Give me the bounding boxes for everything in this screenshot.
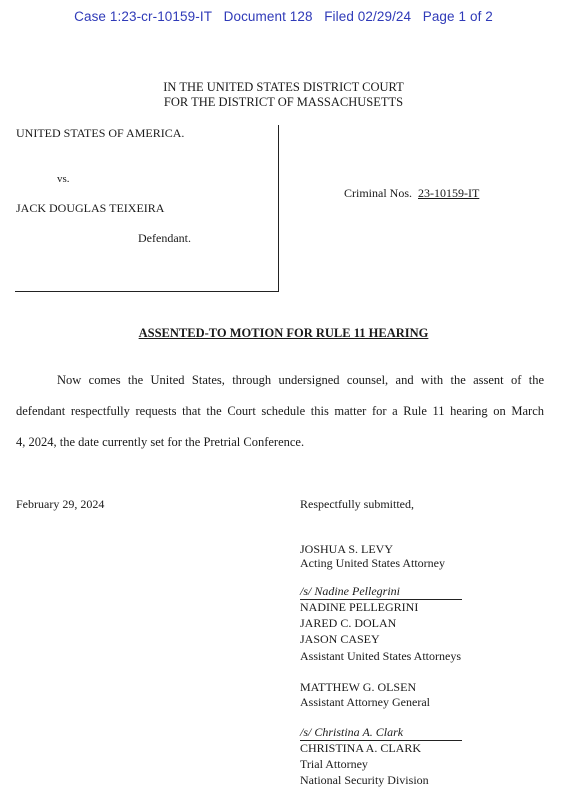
filing-date: February 29, 2024 <box>16 497 105 511</box>
court-heading-line2: FOR THE DISTRICT OF MASSACHUSETTS <box>163 95 404 109</box>
document-number-stamp: Document 128 <box>223 9 313 24</box>
attorney-name-2: JARED C. DOLAN <box>300 616 397 630</box>
trial-attorney-title: Trial Attorney <box>300 757 368 771</box>
closing: Respectfully submitted, <box>300 497 414 511</box>
ausa-title: Assistant United States Attorneys <box>300 649 461 663</box>
aag-name: MATTHEW G. OLSEN <box>300 680 417 694</box>
body-line-3: 4, 2024, the date currently set for the Pretrial Conference. <box>16 435 305 449</box>
case-number-value: 23-10159-IT <box>418 186 480 200</box>
trial-attorney-name: CHRISTINA A. CLARK <box>300 741 422 755</box>
page-count-stamp: Page 1 of 2 <box>422 9 493 24</box>
caption-vs: vs. <box>57 173 70 185</box>
caption-defendant-role: Defendant. <box>138 231 191 245</box>
case-number <box>344 186 479 201</box>
division-name: National Security Division <box>300 773 429 787</box>
us-attorney-title: Acting United States Attorney <box>300 556 445 570</box>
body-line-1: Now comes the United States, through undersigned counsel, and with the assent of the <box>57 373 544 387</box>
case-number-label: Criminal Nos. <box>344 186 412 200</box>
filed-date-stamp: Filed 02/29/24 <box>324 9 412 24</box>
caption-plaintiff: UNITED STATES OF AMERICA. <box>16 126 185 140</box>
attorney-name-1: NADINE PELLEGRINI <box>300 600 419 614</box>
body-line-2: defendant respectfully requests that the Court schedule this matter for a Rule 11 hearing on March <box>16 404 544 418</box>
aag-title: Assistant Attorney General <box>300 695 430 709</box>
signature-clark: /s/ Christina A. Clark <box>300 725 462 741</box>
attorney-name-3: JASON CASEY <box>300 632 380 646</box>
motion-title: ASSENTED-TO MOTION FOR RULE 11 HEARING <box>138 326 429 340</box>
court-heading-line1: IN THE UNITED STATES DISTRICT COURT <box>163 80 404 94</box>
caption-defendant-name: JACK DOUGLAS TEIXEIRA <box>16 201 165 215</box>
us-attorney-name: JOSHUA S. LEVY <box>300 542 394 556</box>
ecf-header-stamp <box>0 9 567 24</box>
case-number-stamp: Case 1:23-cr-10159-IT <box>74 9 213 24</box>
signature-pellegrini: /s/ Nadine Pellegrini <box>300 584 462 600</box>
